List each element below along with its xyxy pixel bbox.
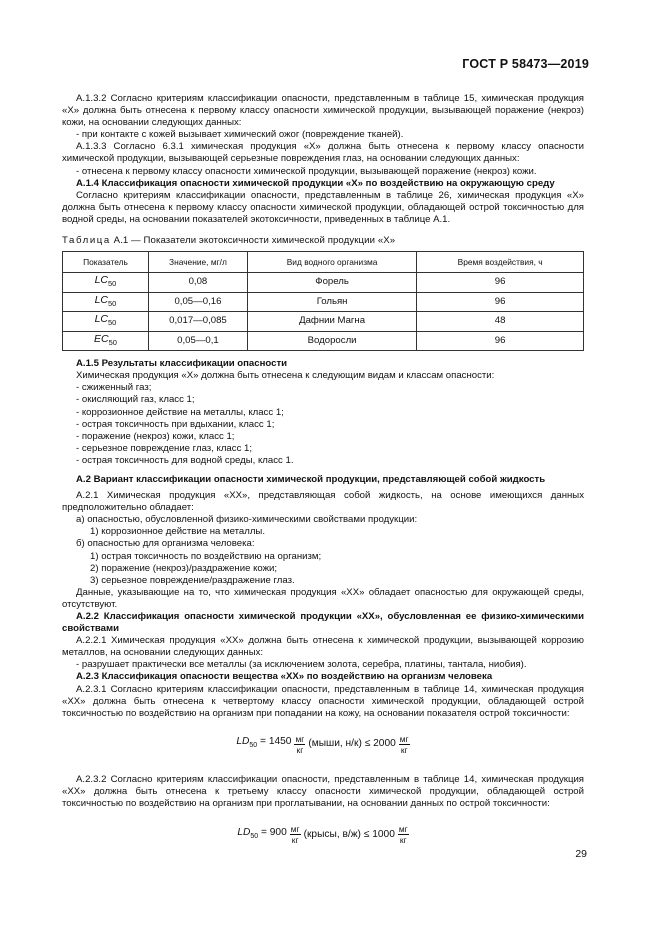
- cell-organism: Форель: [247, 273, 416, 293]
- para-a1-3-2-item: - при контакте с кожей вызывает химический ожог (повреждение тканей).: [76, 129, 404, 141]
- document-id: ГОСТ Р 58473—2019: [462, 57, 589, 71]
- heading-a1-4: А.1.4 Классификация опасности химической продукции «X» по воздействию на окружающую среду: [76, 177, 555, 189]
- heading-a2-3: А.2.3 Классификация опасности вещества «XX» по воздействию на организм человека: [76, 671, 493, 683]
- table-row: [63, 331, 584, 351]
- para-a2-3-2: А.2.3.2 Согласно критериям классификации опасности, представленным в таблице 14, химическая продукция «XX» должна быть отнесена к третьему классу опасности химической продукции, обладающей острой токсичностью по воздействию на организм при проглатывании, на основании данных по острой токсичности:: [62, 773, 584, 810]
- para-a1-3-2: А.1.3.2 Согласно критериям классификации опасности, представленным в таблице 15, химическая продукция «X» должна быть отнесена к первому классу опасности химической продукции, вызывающей поражение (некроз) кожи, на основании следующих данных:: [62, 93, 584, 129]
- list-item: - серьезное повреждение глаз, класс 1;: [76, 442, 253, 454]
- heading-a2-2: А.2.2 Классификация опасности химической продукции «XX», обусловленная ее физико-химическими свойствами: [62, 611, 584, 635]
- para-a2-2-1: А.2.2.1 Химическая продукция «XX» должна быть отнесена к химической продукции, вызывающей коррозию металлов, на основании следующих данных:: [62, 635, 584, 659]
- para-a2-1-a: а) опасностью, обусловленной физико-химическими свойствами продукции:: [76, 514, 418, 526]
- list-item: - окисляющий газ, класс 1;: [76, 394, 195, 406]
- list-item: - острая токсичность для водной среды, класс 1.: [76, 454, 294, 466]
- cell-value: 0,08: [148, 273, 247, 293]
- table-row: [63, 312, 584, 332]
- col-header-organism: Вид водного организма: [247, 252, 416, 273]
- page-number: 29: [575, 848, 587, 860]
- col-header-time: Время воздействия, ч: [417, 252, 584, 273]
- cell-value: 0,05—0,1: [148, 331, 247, 351]
- para-a2-1-b2: 2) поражение (некроз)/раздражение кожи;: [90, 562, 278, 574]
- cell-time: 96: [417, 273, 584, 293]
- list-item: - поражение (некроз) кожи, класс 1;: [76, 430, 235, 442]
- para-a2-1: А.2.1 Химическая продукция «XX», представляющая собой жидкость, на основе имеющихся данных предположительно обладает:: [62, 490, 584, 514]
- heading-a2: А.2 Вариант классификации опасности химической продукции, представляющей собой жидкость: [76, 473, 546, 485]
- cell-value: 0,05—0,16: [148, 292, 247, 312]
- para-a2-3-1: А.2.3.1 Согласно критериям классификации опасности, представленным в таблице 14, химическая продукция «XX» должна быть отнесена к четвертому классу опасности химической продукции, обладающей острой токсичностью по воздействию на организм при попадании на кожу, на основании показателя острой токсичности:: [62, 683, 584, 719]
- cell-indicator: $LC_{50}$: [63, 273, 149, 293]
- cell-time: 48: [417, 312, 584, 332]
- list-item: - острая токсичность при вдыхании, класс 1;: [76, 418, 275, 430]
- para-a1-4: Согласно критериям классификации опасности, представленным в таблице 26, химическая продукция «X» должна быть отнесена к первому классу опасности химической продукции, обладающей острой токсичностью для водной среды, на основании показателей экотоксичности, приведенных в таблице А.1.: [62, 189, 584, 225]
- cell-value: 0,017—0,085: [148, 312, 247, 332]
- heading-a1-5: А.1.5 Результаты классификации опасности: [76, 358, 288, 370]
- para-a1-3-3: А.1.3.3 Согласно 6.3.1 химическая продукция «X» должна быть отнесена к первому классу опасности химической продукции, вызывающей серьезные повреждения глаз, на основании следующих данных:: [62, 141, 584, 165]
- cell-organism: Водоросли: [247, 331, 416, 351]
- unit-fraction: $\frac{мг}{кг}$: [290, 824, 300, 846]
- list-item: - коррозионное действие на металлы, класс 1;: [76, 406, 284, 418]
- page-body: [62, 93, 584, 864]
- cell-indicator: $LC_{50}$: [63, 292, 149, 312]
- unit-fraction: $\frac{мг}{кг}$: [295, 733, 305, 755]
- table-row: [63, 292, 584, 312]
- cell-time: 96: [417, 292, 584, 312]
- table-caption-word: Таблица: [62, 235, 111, 247]
- formula-ld50-skin: $LD_{50} = 1450$ $\frac{мг}{кг}$ (мыши, н/к) ≤ 2000 $\frac{мг}{кг}$: [236, 733, 409, 755]
- table-header-row: [63, 252, 584, 273]
- para-a2-1-b: б) опасностью для организма человека:: [76, 538, 255, 550]
- para-a1-3-3-item: - отнесена к первому классу опасности химической продукции, вызывающей поражение (некроз) кожи.: [76, 165, 537, 177]
- cell-indicator: $LC_{50}$: [63, 312, 149, 332]
- cell-time: 96: [417, 331, 584, 351]
- para-a2-1-a1: 1) коррозионное действие на металлы.: [90, 526, 265, 538]
- list-item: - сжиженный газ;: [76, 382, 152, 394]
- col-header-value: Значение, мг/л: [148, 252, 247, 273]
- cell-indicator: $EC_{50}$: [63, 331, 149, 351]
- para-a2-1-b3: 3) серьезное повреждение/раздражение глаз.: [90, 574, 295, 586]
- formula-ld50-oral: $LD_{50} = 900$ $\frac{мг}{кг}$ (крысы, в/ж) ≤ 1000 $\frac{мг}{кг}$: [237, 824, 408, 846]
- unit-fraction: $\frac{мг}{кг}$: [398, 824, 408, 846]
- table-caption-text: А.1 — Показатели экотоксичности химической продукции «X»: [110, 235, 396, 247]
- cell-organism: Дафнии Магна: [247, 312, 416, 332]
- para-a2-2-1-item: - разрушает практически все металлы (за исключением золота, серебра, платины, тантала, ниобия).: [76, 659, 527, 671]
- col-header-indicator: Показатель: [63, 252, 149, 273]
- para-a1-5: Химическая продукция «X» должна быть отнесена к следующим видам и классам опасности:: [76, 370, 495, 382]
- unit-fraction: $\frac{мг}{кг}$: [399, 733, 409, 755]
- cell-organism: Гольян: [247, 292, 416, 312]
- table-row: [63, 273, 584, 293]
- para-a2-1-b1: 1) острая токсичность по воздействию на организм;: [90, 550, 322, 562]
- para-a2-1-end: Данные, указывающие на то, что химическая продукция «XX» обладает опасностью для окружающей среды, отсутствуют.: [62, 586, 584, 610]
- table-caption: [62, 235, 584, 247]
- ecotox-table: [62, 251, 584, 351]
